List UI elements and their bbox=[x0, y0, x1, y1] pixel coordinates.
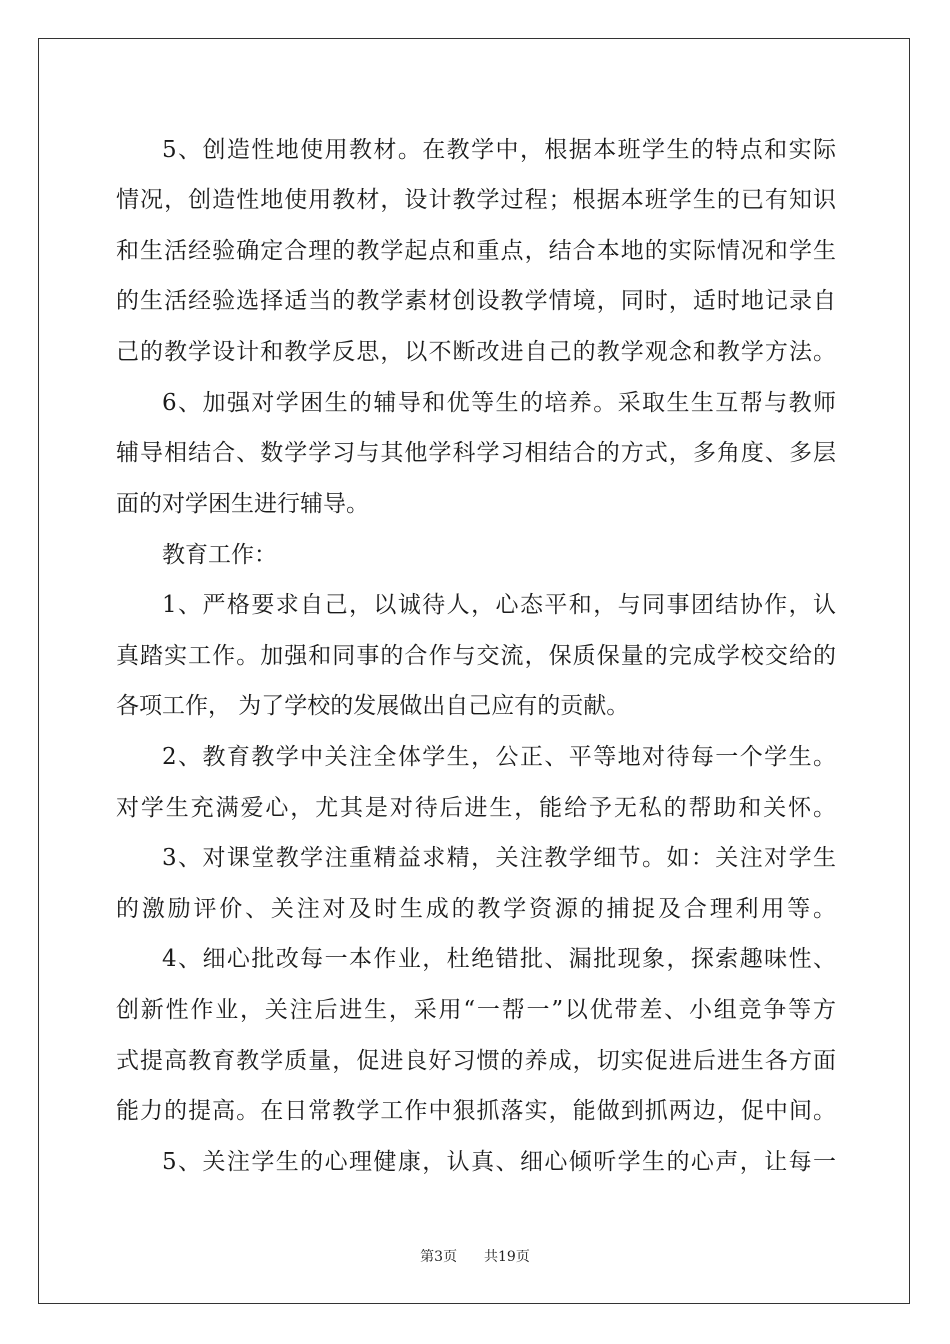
paragraph-line: 的生活经验选择适当的教学素材创设教学情境，同时，适时地记录自 bbox=[116, 288, 836, 314]
paragraph-line: 真踏实工作。加强和同事的合作与交流，保质保量的完成学校交给的 bbox=[116, 643, 836, 669]
paragraph-line: 4、细心批改每一本作业，杜绝错批、漏批现象，探索趣味性、 bbox=[162, 946, 836, 972]
paragraph-line: 3、对课堂教学注重精益求精，关注教学细节。如：关注对学生 bbox=[162, 845, 836, 871]
page-total: 共19页 bbox=[484, 1249, 530, 1265]
paragraph-line: 5、创造性地使用教材。在教学中，根据本班学生的特点和实际 bbox=[162, 137, 836, 163]
page-footer bbox=[0, 1248, 950, 1266]
section-heading: 教育工作： bbox=[162, 542, 277, 568]
paragraph-line: 辅导相结合、数学学习与其他学科学习相结合的方式，多角度、多层 bbox=[116, 440, 836, 466]
paragraph-line: 对学生充满爱心，尤其是对待后进生，能给予无私的帮助和关怀。 bbox=[116, 795, 836, 821]
paragraph-line: 式提高教育教学质量，促进良好习惯的养成，切实促进后进生各方面 bbox=[116, 1048, 836, 1074]
paragraph-line: 1、严格要求自己，以诚待人，心态平和，与同事团结协作，认 bbox=[162, 592, 836, 618]
paragraph-line: 6、加强对学困生的辅导和优等生的培养。采取生生互帮与教师 bbox=[162, 390, 836, 416]
paragraph-line: 创新性作业，关注后进生，采用“一帮一”以优带差、小组竞争等方 bbox=[116, 997, 836, 1023]
paragraph-line: 各项工作， 为了学校的发展做出自己应有的贡献。 bbox=[116, 693, 630, 719]
paragraph-line: 己的教学设计和教学反思，以不断改进自己的教学观念和教学方法。 bbox=[116, 339, 836, 365]
paragraph-line: 5、关注学生的心理健康，认真、细心倾听学生的心声，让每一 bbox=[162, 1149, 836, 1175]
page-number: 第3页 bbox=[420, 1249, 458, 1265]
paragraph-line: 的激励评价、关注对及时生成的教学资源的捕捉及合理利用等。 bbox=[116, 896, 836, 922]
paragraph-line: 和生活经验确定合理的教学起点和重点，结合本地的实际情况和学生 bbox=[116, 238, 836, 264]
paragraph-line: 2、教育教学中关注全体学生，公正、平等地对待每一个学生。 bbox=[162, 744, 836, 770]
paragraph-line: 能力的提高。在日常教学工作中狠抓落实，能做到抓两边，促中间。 bbox=[116, 1098, 836, 1124]
paragraph-line: 情况，创造性地使用教材，设计教学过程；根据本班学生的已有知识 bbox=[116, 187, 836, 213]
paragraph-line: 面的对学困生进行辅导。 bbox=[116, 491, 369, 517]
